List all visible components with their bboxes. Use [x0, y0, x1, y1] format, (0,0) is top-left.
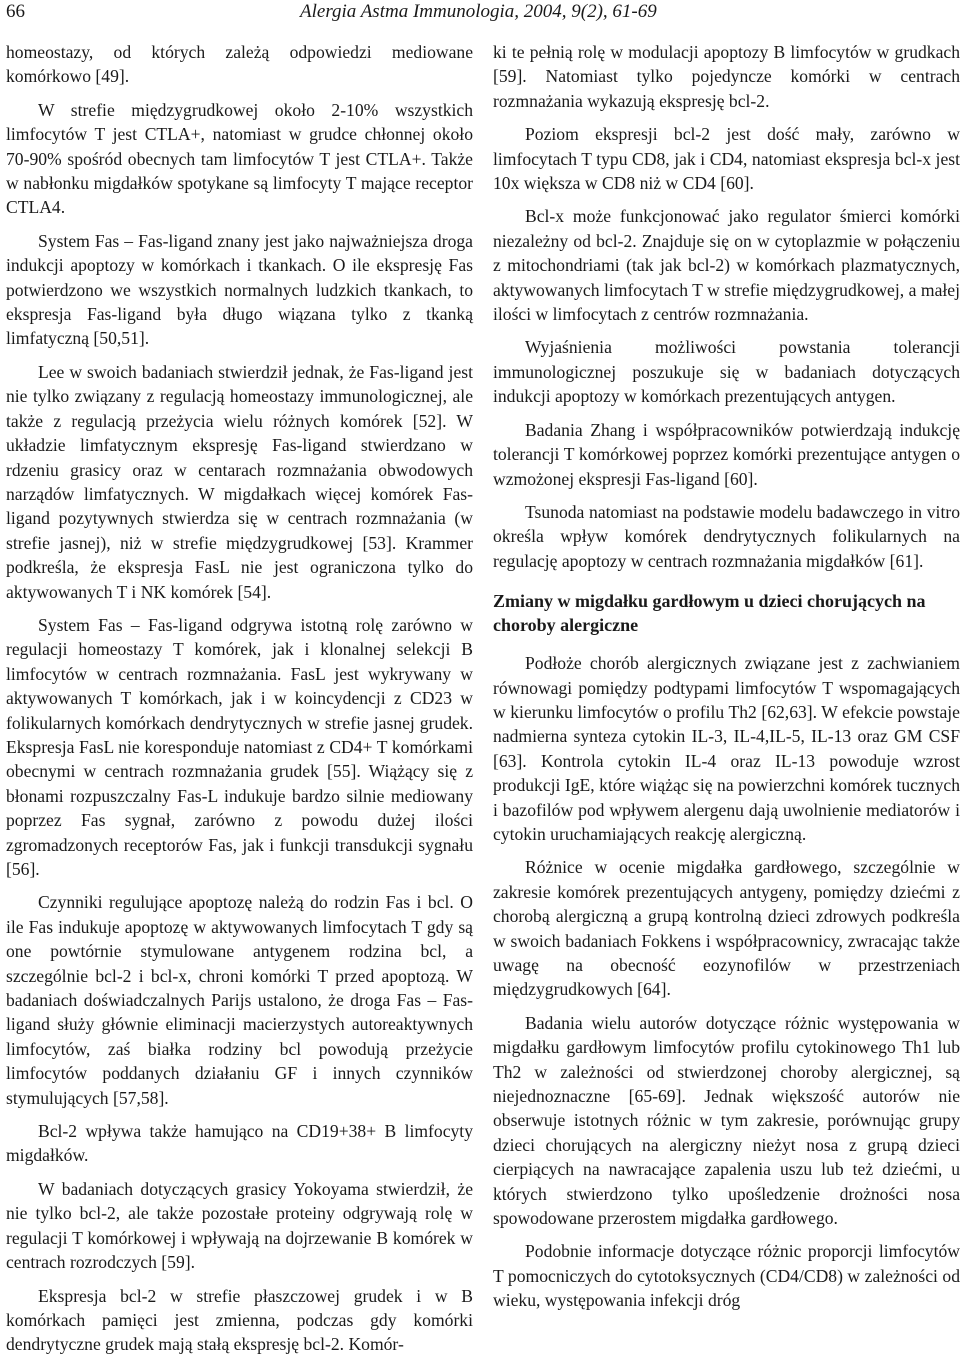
- paragraph: Badania Zhang i współpracowników potwierdzają indukcję tolerancji T komórkowej poprzez komórki prezentujące antygen o wzmożonej ekspresji Fas-ligand [60].: [493, 419, 960, 489]
- paragraph: System Fas – Fas-ligand odgrywa istotną rolę zarówno w regulacji homeostazy T komórek, jak i klonalnej selekcji B limfocytów w centrach rozmnażania. FasL jest wykrywany w aktywowanych T komórkach, jak i w koincydencji z CD23 w folikularnych komórkach dendrytycznych w strefie jasnej grudek. Ekspresja FasL nie koresponduje natomiast z CD4+ T komórkami obecnymi w centrach rozmnażania grudek [55]. Wiążący się z błonami rozpuszczalny Fas-L indukuje bardzo silnie mediowany poprzez Fas sygnał, zarówno z powodu dużej ilości zgromadzonych receptorów Fas, jak i funkcji transdukcji sygnału [56].: [6, 614, 473, 879]
- paragraph: Czynniki regulujące apoptozę należą do rodzin Fas i bcl. O ile Fas indukuje apoptozę w aktywowanych limfocytach T gdy są one powtórnie stymulowane antygenem rodzina bcl, a szczególnie bcl-2 i bcl-x, chroni komórki T przed apoptozą. W badaniach doświadczalnych Parijs ustalono, że droga Fas – Fas-ligand służy głównie eliminacji macierzystych autoreaktywnych limfocytów, zaś białka rodziny bcl powodują przeżycie limfocytów poddanych działaniu GF i innych czynników stymulujących [57,58].: [6, 892, 473, 1108]
- paragraph: W badaniach dotyczących grasicy Yokoyama stwierdził, że nie tylko bcl-2, ale także pozostałe proteiny odgrywają rolę w regulacji T komórkowej i wpływają na dojrzewanie B komórek w centrach rozrodczych [59].: [6, 1178, 473, 1273]
- paragraph: Tsunoda natomiast na podstawie modelu badawczego in vitro określa wpływ komórek dendrytycznych folikularnych na regulację apoptozy w centrach rozmnażania migdałków [61].: [493, 501, 960, 571]
- paragraph: Ekspresja bcl-2 w strefie płaszczowej grudek i w B komórkach pamięci jest zmienna, podczas gdy komórki dendrytyczne grudek mają stałą ekspresję bcl-2. Komór-: [6, 1285, 473, 1355]
- paragraph: Badania wielu autorów dotyczące różnic występowania w migdałku gardłowym limfocytów profilu cytokinowego Th1 lub Th2 w zależności od stwierdzonej choroby alergicznej, są niejednoznaczne [65-69]. Jednak większość autorów nie obserwuje istotnych różnic w tym zakresie, porównując grupy dzieci chorujących na alergiczny nieżyt nosa z grupą dzieci cierpiących na nawracające zapalenia uszu lub też dziećmi, u których stwierdzono tylko upośledzenie drożności nosa spowodowane przerostem migdałka gardłowego.: [493, 1012, 960, 1229]
- running-header: Alergia Astma Immunologia, 2004, 9(2), 61-69: [300, 1, 657, 22]
- paragraph: Bcl-2 wpływa także hamująco na CD19+38+ B limfocyty migdałków.: [6, 1121, 473, 1166]
- paragraph: Poziom ekspresji bcl-2 jest dość mały, zarówno w limfocytach T typu CD8, jak i CD4, natomiast ekspresja bcl-x jest 10x większa w CD8 niż w CD4 [60].: [493, 124, 960, 194]
- paragraph: homeostazy, od których zależą odpowiedzi mediowane komórkowo [49].: [6, 42, 473, 87]
- paragraph: System Fas – Fas-ligand znany jest jako najważniejsza droga indukcji apoptozy w komórkach i tkankach. O ile ekspresję Fas potwierdzono we wszystkich normalnych ludzkich tkankach, to ekspresja Fas-ligand była długo wiązana tylko z tkanką limfatyczną [50,51].: [6, 230, 473, 349]
- paragraph: Różnice w ocenie migdałka gardłowego, szczególnie w zakresie komórek prezentujących antygeny, pomiędzy dziećmi z chorobą alergiczną a grupą kontrolną dzieci zdrowych podkreśla w swoich badaniach Fokkens i współpracownicy, zwracając także uwagę na obecność eozynofilów w przestrzeniach międzygrudkowych [64].: [493, 857, 960, 1000]
- right-column: [493, 40, 960, 1322]
- paragraph: ki te pełnią rolę w modulacji apoptozy B limfocytów w grudkach [59]. Natomiast tylko pojedyncze komórki w centrach rozmnażania wykazują ekspresję bcl-2.: [493, 42, 960, 111]
- paragraph: Podobnie informacje dotyczące różnic proporcji limfocytów T pomocniczych do cytotoksycznych (CD4/CD8) w zależności od wieku, występowania infekcji dróg: [493, 1241, 960, 1311]
- paragraph: Wyjaśnienia możliwości powstania tolerancji immunologicznej poszukuje się w badaniach dotyczących indukcji apoptozy w komórkach prezentujących antygen.: [493, 337, 960, 407]
- paragraph: Bcl-x może funkcjonować jako regulator śmierci komórki niezależny od bcl-2. Znajduje się on w cytoplazmie w połączeniu z mitochondriami (tak jak bcl-2) w komórkach plazmatycznych, aktywowanych limfocytach T w strefie międzygrudkowej, a małej ilości w limfocytach z centrów rozmnażania.: [493, 206, 960, 325]
- left-column: [6, 40, 473, 1366]
- paragraph: W strefie międzygrudkowej około 2-10% wszystkich limfocytów T jest CTLA+, natomiast w grudce chłonnej około 70-90% spośród obecnych tam limfocytów T jest CTLA+. Także w nabłonku migdałków spotykane są limfocyty T mające receptor CTLA4.: [6, 99, 473, 218]
- page-number: 66: [6, 1, 25, 22]
- section-heading: Zmiany w migdałku gardłowym u dzieci chorujących na choroby alergiczne: [493, 591, 926, 636]
- paragraph: Podłoże chorób alergicznych związane jest z zachwianiem równowagi pomiędzy podtypami limfocytów T wspomagających w kierunku limfocytów o profilu Th2 [62,63]. W efekcie powstaje nadmierna synteza cytokin IL-3, IL-4,IL-5, IL-13 oraz GM CSF [63]. Kontrola cytokin IL-4 oraz IL-13 powoduje wzrost produkcji IgE, które wiążąc się na powierzchni komórek tucznych i bazofilów pod wpływem alergenu dają uwolnienie mediatorów i cytokin uruchamiających reakcję alergiczną.: [493, 653, 960, 844]
- paragraph: Lee w swoich badaniach stwierdził jednak, że Fas-ligand jest nie tylko związany z regulacją homeostazy immunologicznej, ale także z regulacją przeżycia wielu różnych komórek [52]. W układzie limfatycznym ekspresję Fas-ligand stwierdzano w rdzeniu grasicy oraz w centarach rozmnażania obwodowych narządów limfatycznych. W migdałkach więcej komórek Fas-ligand pozytywnych stwierdza się w centrach rozmnażania (w strefie jasnej), niż w strefie międzygrudkowej [53]. Krammer podkreśla, że ekspresja FasL nie jest ograniczona tylko do aktywowanych T i NK komórek [54].: [6, 361, 473, 602]
